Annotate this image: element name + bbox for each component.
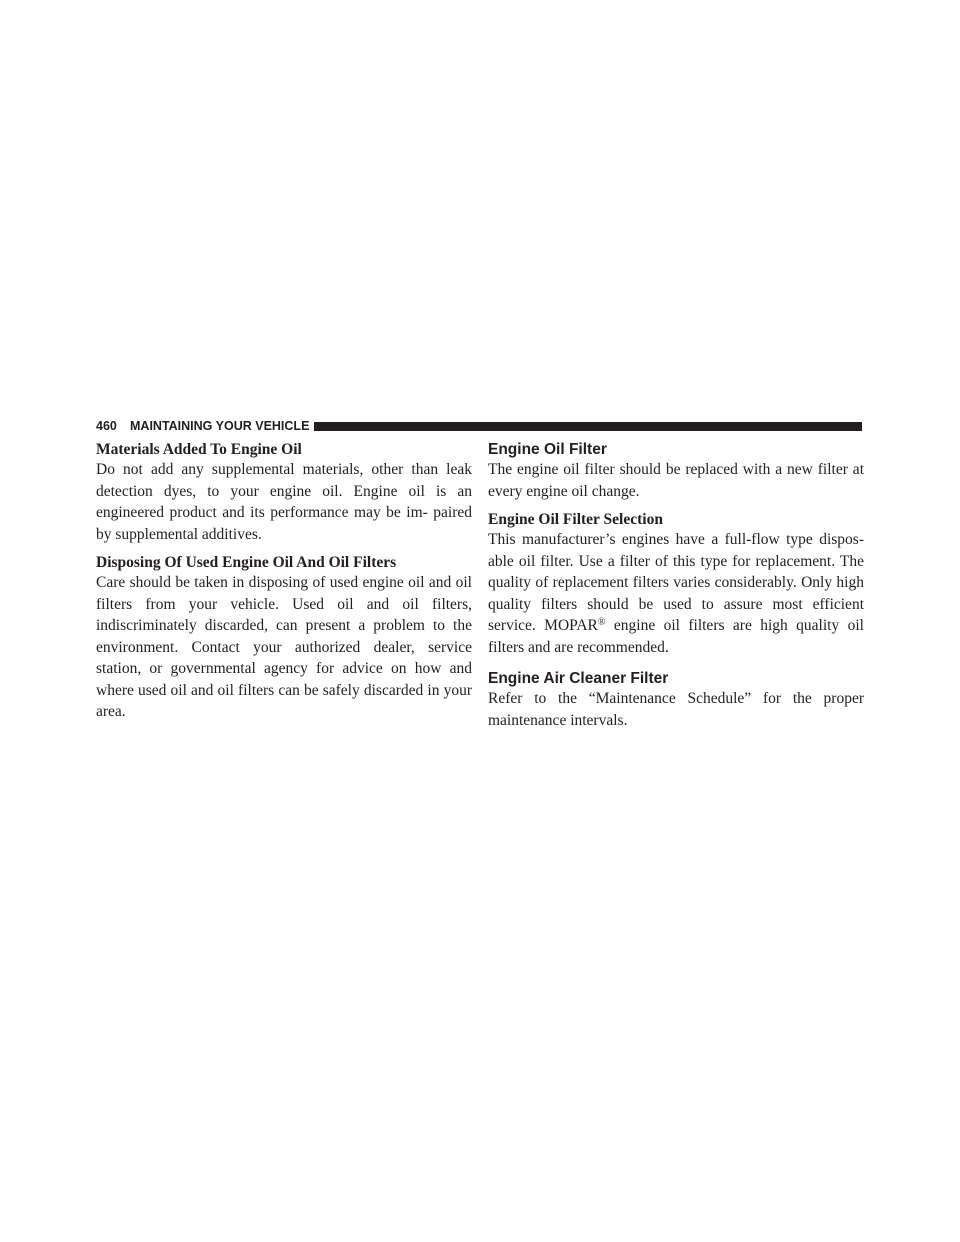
page-number: 460 [96,419,117,433]
registered-mark: ® [597,617,606,628]
header-rule [314,422,862,431]
filter-selection-heading: Engine Oil Filter Selection [488,511,663,528]
air-cleaner-heading: Engine Air Cleaner Filter [488,670,669,687]
page-header [96,418,862,434]
right-column [488,440,864,731]
disposing-paragraph: Care should be taken in disposing of used engine oil and oil filters from your vehicle. Used oil and oil filters, indiscriminately discarded, can present a problem to the environment. Contact your authorized dealer, service station, or governmental agency for advice on how and where used oil and oil filters can be safely discarded in your area. [96,574,472,720]
materials-paragraph: Do not add any supplemental materials, other than leak detection dyes, to your engine oil. Engine oil is an engineered product and its performance may be im- paired by supplemental additives. [96,461,472,543]
filter-selection-text-start: This manufacturer’s engines have a full-flow type dispos- able oil filter. Use a filter of this type for replacement. The quality of replacement filters varies considerably. Only high quality filters should be used to assure most efficient service. MOPAR [488,531,864,634]
materials-heading: Materials Added To Engine Oil [96,441,302,458]
section-title: MAINTAINING YOUR VEHICLE [130,419,310,433]
oil-filter-heading: Engine Oil Filter [488,441,607,458]
oil-filter-paragraph: The engine oil filter should be replaced with a new filter at every engine oil change. [488,461,864,500]
disposing-heading: Disposing Of Used Engine Oil And Oil Filters [96,554,397,571]
left-column [96,440,472,723]
filter-selection-paragraph [488,529,864,658]
air-cleaner-paragraph: Refer to the “Maintenance Schedule” for the proper maintenance intervals. [488,690,864,729]
filter-selection-text-end: engine oil filters are high quality oil filters and are recommended. [488,617,864,656]
